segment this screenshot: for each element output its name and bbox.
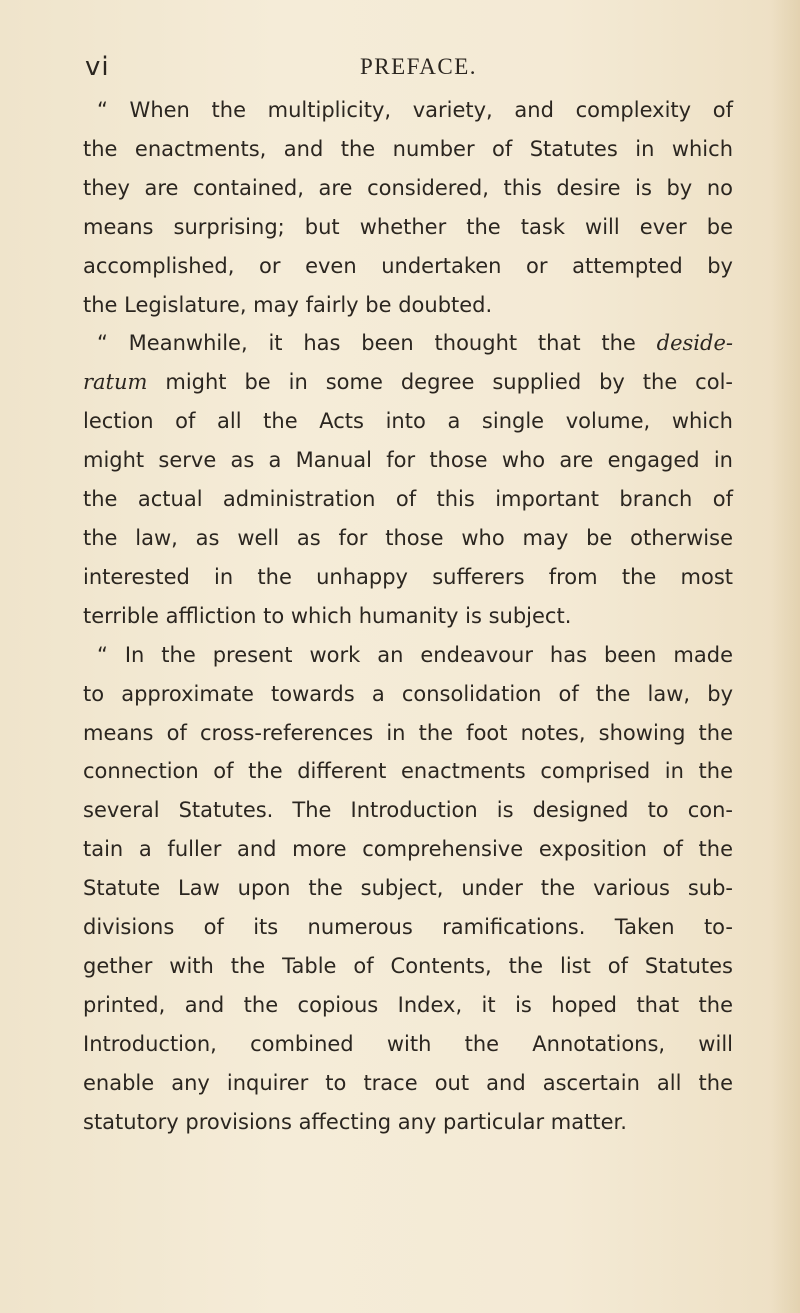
text-line <box>83 324 733 363</box>
text-line <box>83 363 733 402</box>
text-line: means surprising; but whether the task will ever be <box>83 214 733 239</box>
text-run: “ Meanwhile, it has been thought that the <box>97 331 657 356</box>
text-line: they are contained, are considered, this desire is by no <box>83 175 733 200</box>
page-edge-shadow <box>770 0 800 1313</box>
running-title: PREFACE. <box>360 54 478 79</box>
running-head <box>85 52 735 88</box>
italic-term: ratum <box>83 370 148 395</box>
italic-term: deside- <box>656 331 733 356</box>
text-line: means of cross-references in the foot notes, showing the <box>83 720 733 745</box>
text-line: the law, as well as for those who may be otherwise <box>83 525 733 550</box>
text-line: Introduction, combined with the Annotations, will <box>83 1031 733 1056</box>
text-run: might be in some degree supplied by the col- <box>147 370 733 395</box>
text-line: the actual administration of this important branch of <box>83 487 733 512</box>
text-line: several Statutes. The Introduction is designed to con- <box>83 798 733 823</box>
text-line: the enactments, and the number of Statutes in which <box>83 136 733 161</box>
text-line: tain a fuller and more comprehensive exposition of the <box>83 837 733 862</box>
text-line: statutory provisions affecting any particular matter. <box>83 1109 627 1134</box>
text-line: Statute Law upon the subject, under the various sub- <box>83 876 733 901</box>
text-line: gether with the Table of Contents, the list of Statutes <box>83 953 733 978</box>
text-line: divisions of its numerous ramifications. Taken to- <box>83 915 733 940</box>
text-line: terrible affliction to which humanity is subject. <box>83 603 572 628</box>
page-number: vi <box>85 52 110 82</box>
text-line: lection of all the Acts into a single volume, which <box>83 409 733 434</box>
text-line: might serve as a Manual for those who are engaged in <box>83 448 733 473</box>
text-line: printed, and the copious Index, it is hoped that the <box>83 992 733 1017</box>
text-line: enable any inquirer to trace out and ascertain all the <box>83 1070 733 1095</box>
text-line: “ In the present work an endeavour has been made <box>97 642 733 667</box>
text-line: the Legislature, may fairly be doubted. <box>83 292 493 317</box>
text-line: interested in the unhappy sufferers from the most <box>83 564 733 589</box>
text-line: to approximate towards a consolidation of the law, by <box>83 681 733 706</box>
text-line: “ When the multiplicity, variety, and complexity of <box>97 98 733 122</box>
text-line: accomplished, or even undertaken or attempted by <box>83 253 733 278</box>
text-line: connection of the different enactments comprised in the <box>83 759 733 784</box>
body-text <box>83 91 733 1141</box>
